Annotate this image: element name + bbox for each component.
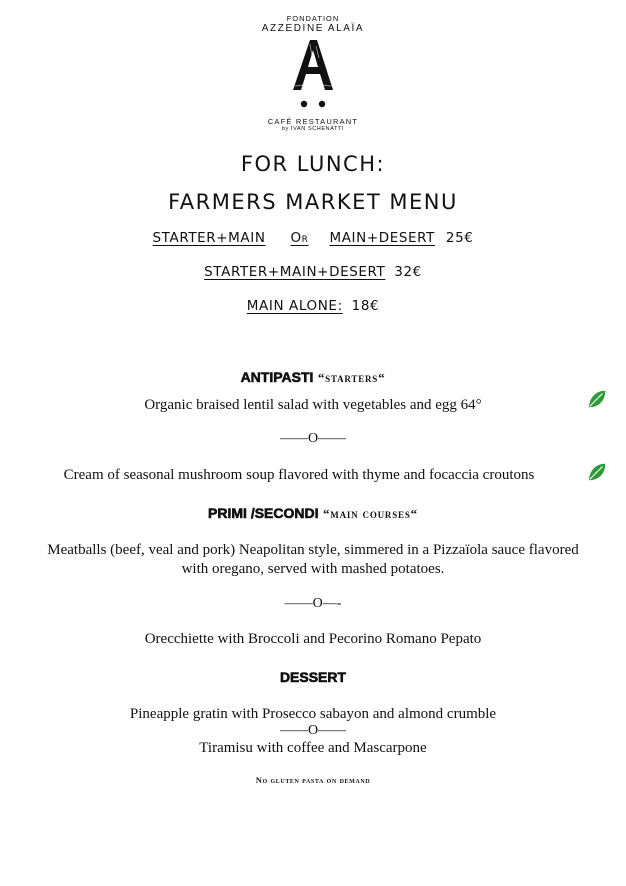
section-dessert-heading [0,669,626,687]
option-main-desert: MAIN+DESERT [329,230,435,246]
starters-subtitle: “starters“ [317,370,386,385]
pricing-row-1 [0,230,626,246]
dessert-dish-1: Pineapple gratin with Prosecco sabayon and almond crumble [129,706,497,722]
starters-title: ANTIPASTI [240,369,314,385]
mains-title: PRIMI /SECONDI [208,505,319,521]
dessert-title: DESSERT [279,669,347,685]
option-starter-main-desert: STARTER+MAIN+DESERT [204,264,386,280]
price-18: 18€ [351,298,380,314]
starter-dish-1: Organic braised lentil salad with vegetables and egg 64° [144,397,482,413]
main-dish-1-line-1: Meatballs (beef, veal and pork) Neapolitan style, simmered in a Pizzaïola sauce flavored [47,542,579,558]
brand-name: AZZEDINE ALAÏA [261,23,365,34]
price-25: 25€ [445,230,474,246]
chef-label: by IVAN SCHENATTI [281,126,345,132]
option-main-alone: MAIN ALONE: [246,298,343,314]
leaf-icon [586,388,608,410]
title-line-2: FARMERS MARKET MENU [168,190,458,214]
main-dish-1-line-2: with oregano, served with mashed potatoes. [181,561,445,577]
pricing-row-2 [0,264,626,280]
section-mains-heading [0,505,626,523]
title-line-1: FOR LUNCH: [240,152,386,176]
pricing-row-3 [0,298,626,314]
alaia-logo [283,36,343,124]
gluten-note: No gluten pasta on demand [255,775,371,785]
dessert-separator: ——O—— [279,723,347,738]
cafe-restaurant-label: CAFÉ RESTAURANT [267,117,359,126]
starters-separator: ——O—— [279,431,347,446]
mains-subtitle: “main courses“ [322,506,418,521]
main-dish-2: Orecchiette with Broccoli and Pecorino Romano Pepato [144,631,482,647]
leaf-icon [586,461,608,483]
fondation-label: FONDATION [286,14,340,23]
mains-separator: ——O—- [284,596,342,611]
starter-dish-2: Cream of seasonal mushroom soup flavored with thyme and focaccia croutons [63,467,535,483]
price-32: 32€ [394,264,422,280]
or-label: Or [290,230,309,246]
section-starters-heading [0,369,626,387]
dessert-dish-2: Tiramisu with coffee and Mascarpone [199,740,427,756]
option-starter-main: STARTER+MAIN [152,230,266,246]
